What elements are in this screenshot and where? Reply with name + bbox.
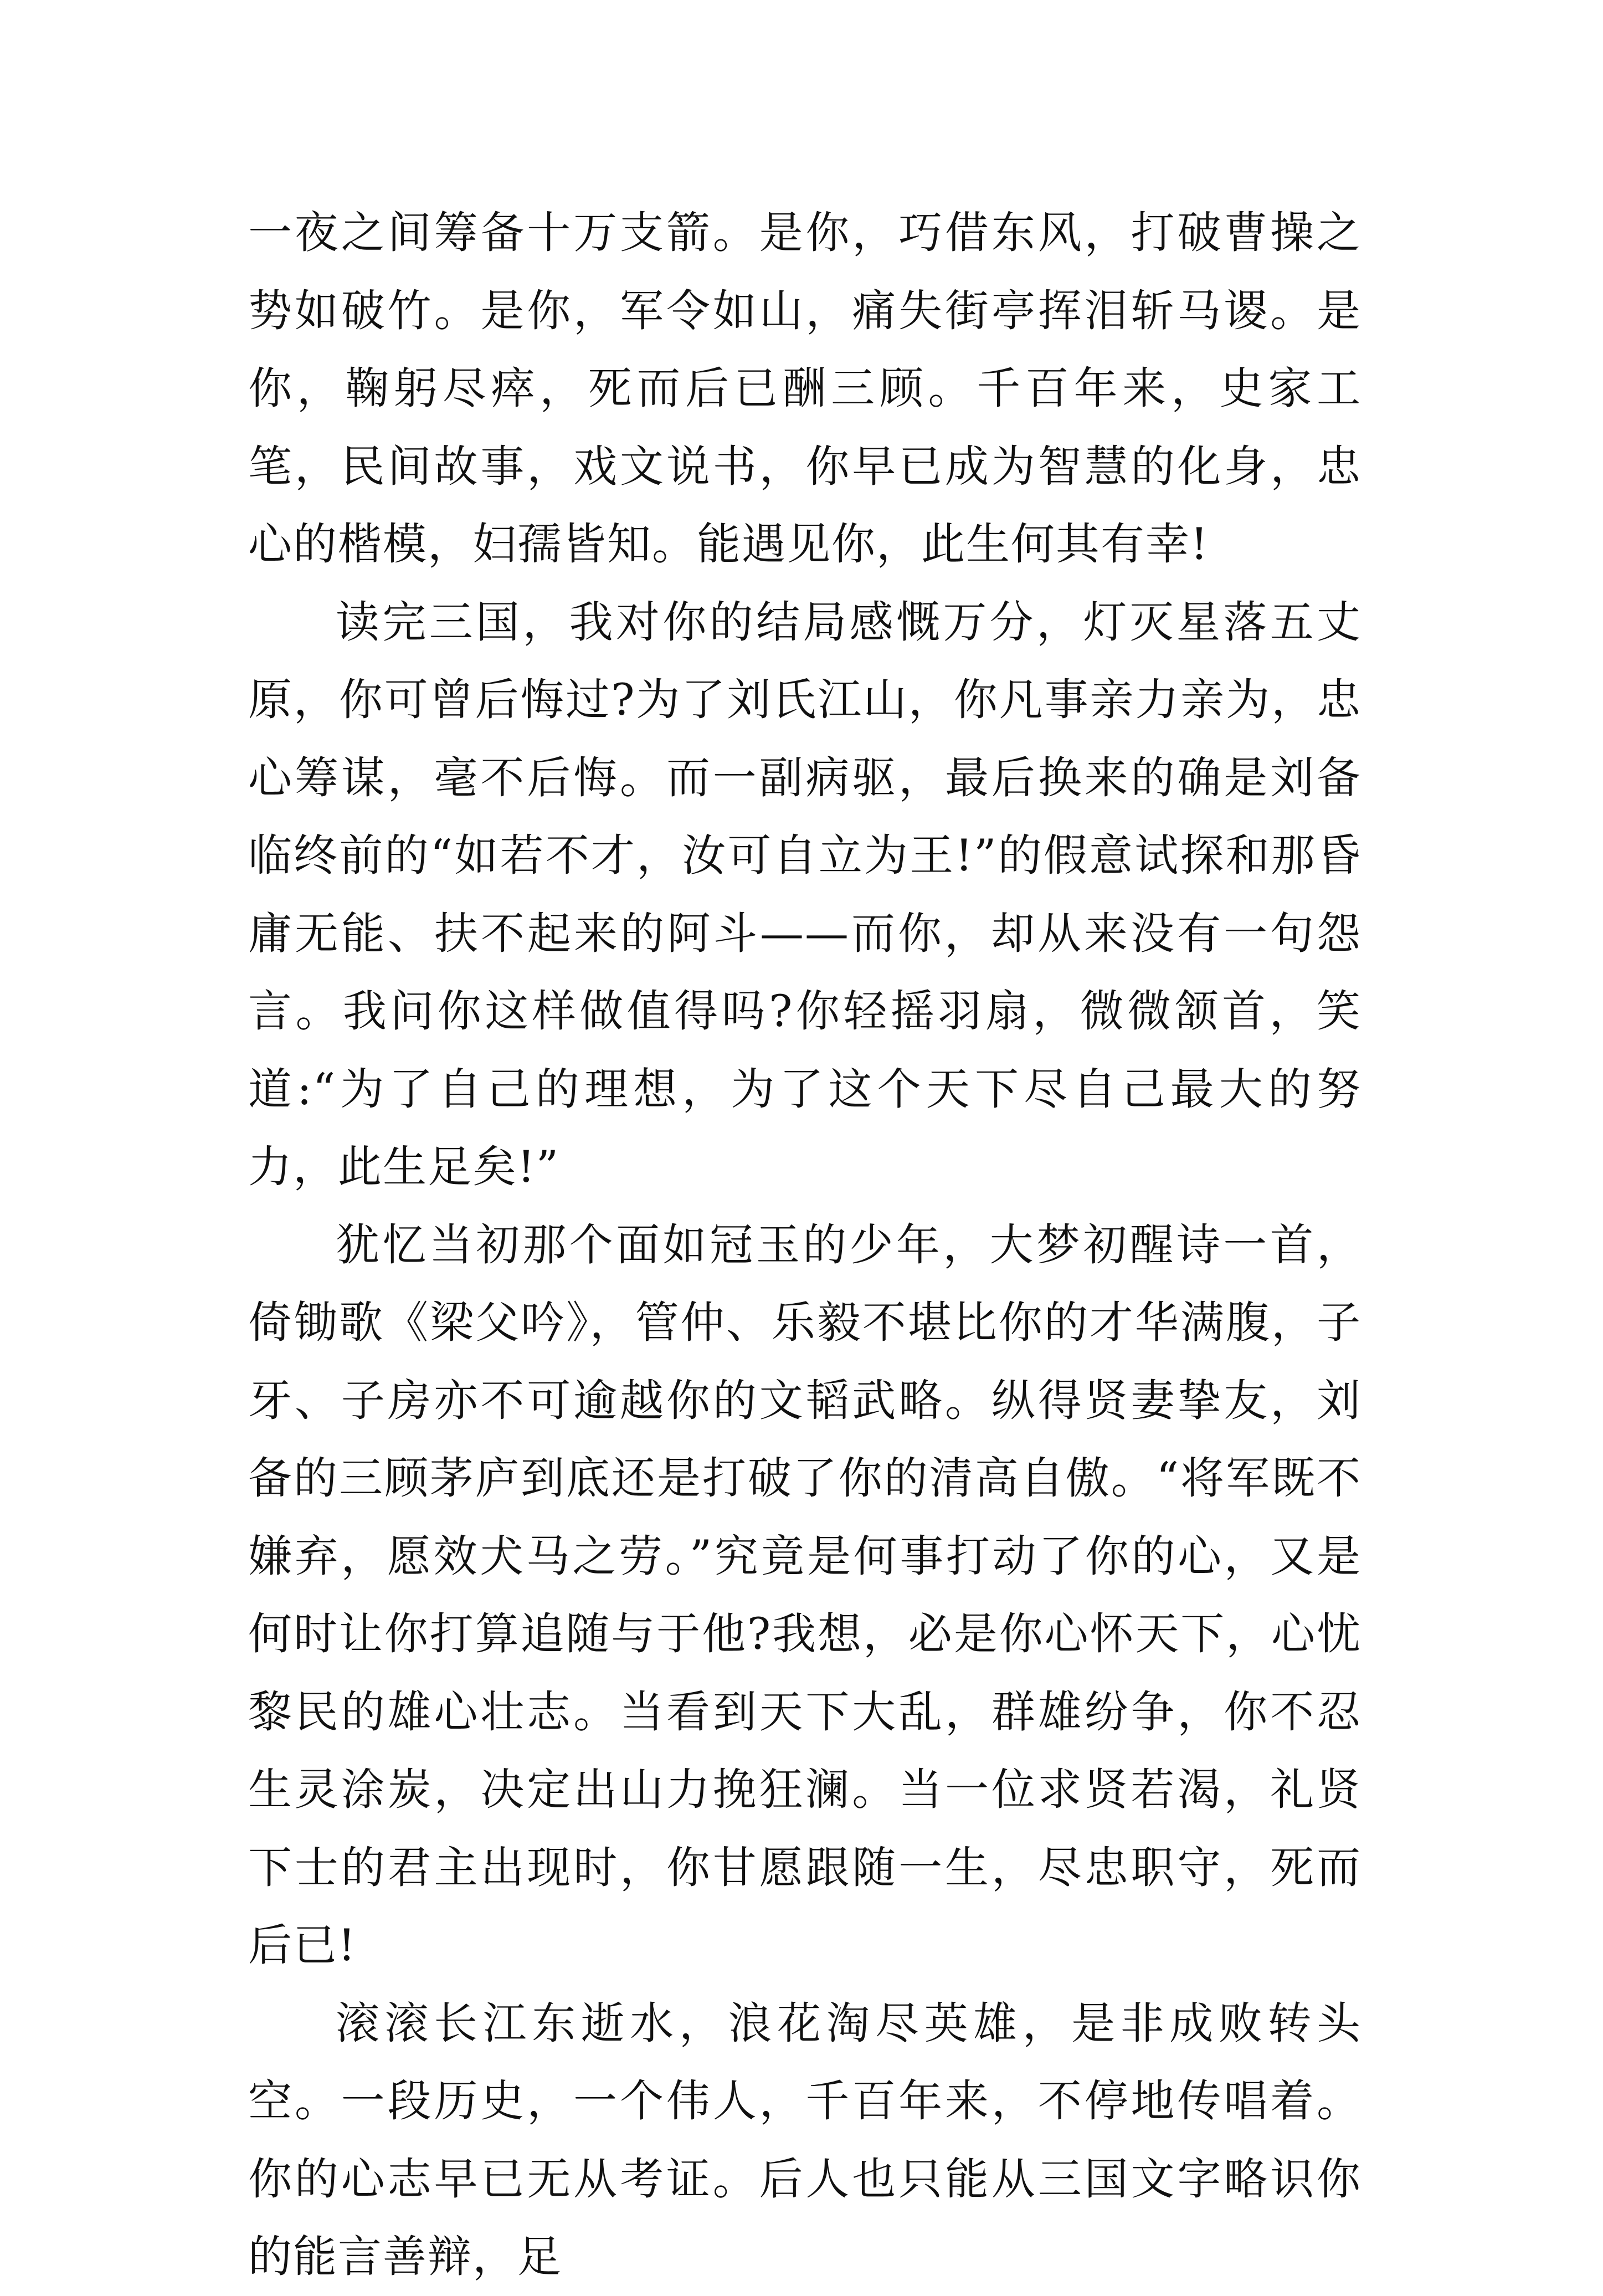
paragraph-3: 犹忆当初那个面如冠玉的少年，大梦初醒诗一首，倚锄歌《梁父吟》，管仲、乐毅不堪比你的才华满腹，子牙、子房亦不可逾越你的文韬武略。纵得贤妻挚友，刘备的三顾茅庐到底还是打破了你的清高自傲。“将军既不嫌弃，愿效犬马之劳。”究竟是何事打动了你的心，又是何时让你打算追随与于他?我想，必是你心怀天下，心忧黎民的雄心壮志。当看到天下大乱，群雄纷争，你不忍生灵涂炭，决定出山力挽狂澜。当一位求贤若渴，礼贤下士的君主出现时，你甘愿跟随一生，尽忠职守，死而后已! [248, 1219, 1361, 1971]
paragraph-2: 读完三国，我对你的结局感慨万分，灯灭星落五丈原，你可曾后悔过?为了刘氏江山，你凡事亲力亲为，忠心筹谋，毫不后悔。而一副病驱，最后换来的确是刘备临终前的“如若不才，汝可自立为王!”的假意试探和那昏庸无能、扶不起来的阿斗——而你，却从来没有一句怨言。我问你这样做值得吗?你轻摇羽扇，微微颔首，笑道:“为了自己的理想，为了这个天下尽自己最大的努力，此生足矣!” [248, 596, 1361, 1192]
paragraph-1: 一夜之间筹备十万支箭。是你，巧借东风，打破曹操之势如破竹。是你，军令如山，痛失街亭挥泪斩马谡。是你，鞠躬尽瘁，死而后已酬三顾。千百年来，史家工笔，民间故事，戏文说书，你早已成为智慧的化身，忠心的楷模，妇孺皆知。能遇见你，此生何其有幸! [248, 207, 1361, 570]
paragraph-4: 滚滚长江东逝水，浪花淘尽英雄，是非成败转头空。一段历史，一个伟人，千百年来，不停地传唱着。你的心志早已无从考证。后人也只能从三国文字略识你的能言善辩，足 [248, 1997, 1361, 2282]
document-body [248, 194, 1361, 2296]
